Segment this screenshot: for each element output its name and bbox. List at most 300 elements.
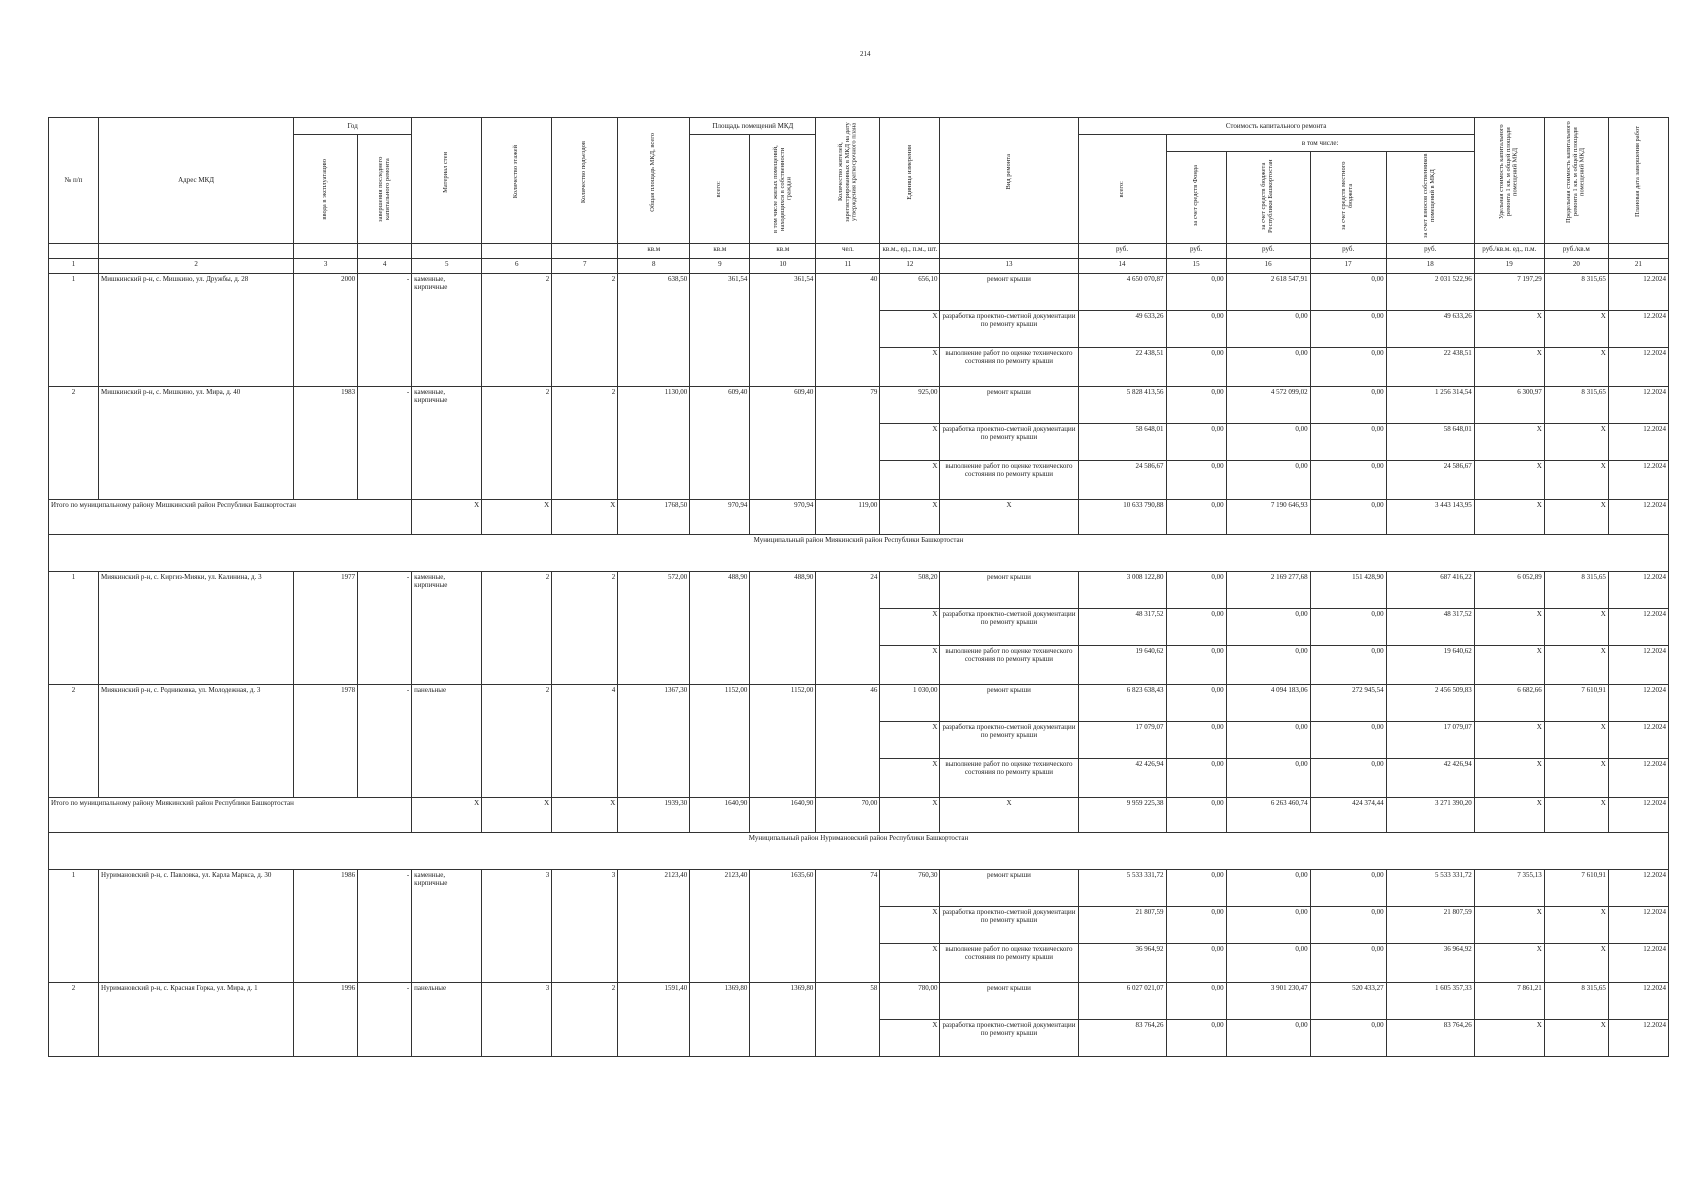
repair-type: X bbox=[940, 798, 1078, 833]
unit-cost: X bbox=[1474, 944, 1544, 983]
cost-republic: 0,00 bbox=[1226, 870, 1310, 907]
cost-total: 83 764,26 bbox=[1078, 1020, 1166, 1057]
deadline: 12.2024 bbox=[1608, 348, 1668, 387]
deadline: 12.2024 bbox=[1608, 798, 1668, 833]
table-body bbox=[49, 274, 1669, 1057]
table-row bbox=[49, 983, 1669, 1020]
cost-republic: 3 901 230,47 bbox=[1226, 983, 1310, 1020]
max-cost: 8 315,65 bbox=[1544, 387, 1608, 424]
quantity: X bbox=[880, 424, 940, 461]
cost-fund: 0,00 bbox=[1166, 424, 1226, 461]
row-number: 2 bbox=[49, 685, 99, 798]
total-area: 572,00 bbox=[618, 572, 690, 685]
table-row bbox=[49, 274, 1669, 311]
unit-cost: X bbox=[1474, 348, 1544, 387]
repair-type: ремонт крыши bbox=[940, 870, 1078, 907]
cost-owners: 19 640,62 bbox=[1386, 646, 1474, 685]
entrances: 3 bbox=[552, 870, 618, 983]
repair-type: разработка проектно-сметной документации по ремонту крыши bbox=[940, 907, 1078, 944]
residents: 119,00 bbox=[816, 500, 880, 535]
year-commission: 1986 bbox=[294, 870, 358, 983]
header-entrances: Количество подъездов bbox=[552, 118, 618, 244]
header-year: Год bbox=[294, 118, 412, 135]
deadline: 12.2024 bbox=[1608, 759, 1668, 798]
unit-cost: X bbox=[1474, 722, 1544, 759]
header-cost-total: всего: bbox=[1078, 135, 1166, 244]
wall-material: каменные, кирпичные bbox=[412, 387, 482, 500]
owned-area: 970,94 bbox=[750, 500, 816, 535]
rooms-area: 361,54 bbox=[690, 274, 750, 387]
floors: 2 bbox=[482, 387, 552, 500]
deadline: 12.2024 bbox=[1608, 387, 1668, 424]
header-cost-local: за счет средств местного бюджета bbox=[1310, 152, 1386, 244]
floors: 2 bbox=[482, 572, 552, 685]
total-label: Итого по муниципальному району Мишкинский район Республики Башкортостан bbox=[49, 500, 412, 535]
table-header bbox=[49, 118, 1669, 274]
cost-local: 424 374,44 bbox=[1310, 798, 1386, 833]
cost-total: 9 959 225,38 bbox=[1078, 798, 1166, 833]
repair-type: X bbox=[940, 500, 1078, 535]
unit-cell: руб. bbox=[1386, 244, 1474, 259]
deadline: 12.2024 bbox=[1608, 944, 1668, 983]
cost-republic: 0,00 bbox=[1226, 944, 1310, 983]
cost-total: 6 027 021,07 bbox=[1078, 983, 1166, 1020]
wall-material: каменные, кирпичные bbox=[412, 870, 482, 983]
repair-plan-table bbox=[48, 117, 1669, 1057]
unit-cost: 7 197,29 bbox=[1474, 274, 1544, 311]
deadline: 12.2024 bbox=[1608, 274, 1668, 311]
max-cost: 7 610,91 bbox=[1544, 685, 1608, 722]
entrances: X bbox=[552, 500, 618, 535]
wall-material: каменные, кирпичные bbox=[412, 274, 482, 387]
house-address: Мишкинский р-н, с. Мишкино, ул. Дружбы, д. 28 bbox=[99, 274, 294, 387]
deadline: 12.2024 bbox=[1608, 461, 1668, 500]
total-area: 1768,50 bbox=[618, 500, 690, 535]
header-cost-fund: за счет средств Фонда bbox=[1166, 152, 1226, 244]
cost-total: 49 633,26 bbox=[1078, 311, 1166, 348]
rooms-area: 1640,90 bbox=[690, 798, 750, 833]
total-area: 2123,40 bbox=[618, 870, 690, 983]
deadline: 12.2024 bbox=[1608, 983, 1668, 1020]
deadline: 12.2024 bbox=[1608, 311, 1668, 348]
header-deadline: Плановая дата завершения работ bbox=[1608, 118, 1668, 244]
cost-fund: 0,00 bbox=[1166, 572, 1226, 609]
floors: 2 bbox=[482, 274, 552, 387]
column-number: 7 bbox=[552, 259, 618, 274]
unit-cost: 6 300,97 bbox=[1474, 387, 1544, 424]
quantity: 508,20 bbox=[880, 572, 940, 609]
header-unit: Единица измерения bbox=[880, 118, 940, 244]
row-number: 1 bbox=[49, 274, 99, 387]
table-row bbox=[49, 685, 1669, 722]
cost-total: 17 079,07 bbox=[1078, 722, 1166, 759]
owned-area: 1640,90 bbox=[750, 798, 816, 833]
cost-republic: 0,00 bbox=[1226, 646, 1310, 685]
max-cost: X bbox=[1544, 944, 1608, 983]
cost-local: 0,00 bbox=[1310, 870, 1386, 907]
unit-cost: X bbox=[1474, 798, 1544, 833]
owned-area: 361,54 bbox=[750, 274, 816, 387]
unit-cell: чел. bbox=[816, 244, 880, 259]
cost-local: 0,00 bbox=[1310, 500, 1386, 535]
wall-material: панельные bbox=[412, 685, 482, 798]
cost-fund: 0,00 bbox=[1166, 461, 1226, 500]
quantity: X bbox=[880, 907, 940, 944]
max-cost: 8 315,65 bbox=[1544, 274, 1608, 311]
quantity: 780,00 bbox=[880, 983, 940, 1020]
units-row bbox=[49, 244, 1669, 259]
cost-republic: 0,00 bbox=[1226, 311, 1310, 348]
repair-type: выполнение работ по оценке технического состояния по ремонту крыши bbox=[940, 461, 1078, 500]
max-cost: X bbox=[1544, 646, 1608, 685]
column-number: 1 bbox=[49, 259, 99, 274]
cost-owners: 24 586,67 bbox=[1386, 461, 1474, 500]
cost-fund: 0,00 bbox=[1166, 500, 1226, 535]
max-cost: 7 610,91 bbox=[1544, 870, 1608, 907]
deadline: 12.2024 bbox=[1608, 609, 1668, 646]
cost-republic: 0,00 bbox=[1226, 461, 1310, 500]
max-cost: X bbox=[1544, 1020, 1608, 1057]
cost-total: 3 008 122,80 bbox=[1078, 572, 1166, 609]
repair-type: разработка проектно-сметной документации по ремонту крыши bbox=[940, 609, 1078, 646]
cost-owners: 21 807,59 bbox=[1386, 907, 1474, 944]
cost-owners: 2 456 509,83 bbox=[1386, 685, 1474, 722]
max-cost: X bbox=[1544, 500, 1608, 535]
cost-owners: 5 533 331,72 bbox=[1386, 870, 1474, 907]
cost-total: 42 426,94 bbox=[1078, 759, 1166, 798]
cost-owners: 1 256 314,54 bbox=[1386, 387, 1474, 424]
column-number: 2 bbox=[99, 259, 294, 274]
owned-area: 488,90 bbox=[750, 572, 816, 685]
cost-local: 151 428,90 bbox=[1310, 572, 1386, 609]
quantity: X bbox=[880, 461, 940, 500]
header-rooms-owned: в том числе жилых помещений, находящихся в собственности граждан bbox=[750, 135, 816, 244]
quantity: X bbox=[880, 311, 940, 348]
floors: 3 bbox=[482, 870, 552, 983]
house-address: Нуримановский р-н, с. Красная Горка, ул. Мира, д. 1 bbox=[99, 983, 294, 1057]
floors: X bbox=[482, 798, 552, 833]
rooms-area: 1152,00 bbox=[690, 685, 750, 798]
house-address: Миякинский р-н, с. Родниковка, ул. Молодежная, д. 3 bbox=[99, 685, 294, 798]
unit-cost: X bbox=[1474, 311, 1544, 348]
rooms-area: 970,94 bbox=[690, 500, 750, 535]
deadline: 12.2024 bbox=[1608, 572, 1668, 609]
cost-total: 58 648,01 bbox=[1078, 424, 1166, 461]
column-number: 4 bbox=[358, 259, 412, 274]
max-cost: X bbox=[1544, 907, 1608, 944]
repair-type: выполнение работ по оценке технического состояния по ремонту крыши bbox=[940, 759, 1078, 798]
cost-local: 0,00 bbox=[1310, 609, 1386, 646]
house-address: Нуримановский р-н, с. Павловка, ул. Карла Маркса, д. 30 bbox=[99, 870, 294, 983]
table-row bbox=[49, 870, 1669, 907]
residents: 70,00 bbox=[816, 798, 880, 833]
quantity: 925,00 bbox=[880, 387, 940, 424]
repair-type: разработка проектно-сметной документации по ремонту крыши bbox=[940, 424, 1078, 461]
header-cost: Стоимость капитального ремонта bbox=[1078, 118, 1474, 135]
cost-fund: 0,00 bbox=[1166, 646, 1226, 685]
cost-total: 22 438,51 bbox=[1078, 348, 1166, 387]
column-number: 19 bbox=[1474, 259, 1544, 274]
total-area: 1939,30 bbox=[618, 798, 690, 833]
cost-republic: 0,00 bbox=[1226, 1020, 1310, 1057]
unit-cell: руб. bbox=[1078, 244, 1166, 259]
floors: 3 bbox=[482, 983, 552, 1057]
cost-local: 0,00 bbox=[1310, 907, 1386, 944]
column-number: 5 bbox=[412, 259, 482, 274]
deadline: 12.2024 bbox=[1608, 870, 1668, 907]
header-number: № п/п bbox=[49, 118, 99, 244]
cost-owners: 42 426,94 bbox=[1386, 759, 1474, 798]
cost-republic: 4 572 099,02 bbox=[1226, 387, 1310, 424]
wall-material: X bbox=[412, 798, 482, 833]
cost-fund: 0,00 bbox=[1166, 387, 1226, 424]
cost-local: 0,00 bbox=[1310, 311, 1386, 348]
total-row bbox=[49, 500, 1669, 535]
cost-fund: 0,00 bbox=[1166, 870, 1226, 907]
unit-cost: 7 355,13 bbox=[1474, 870, 1544, 907]
section-title: Муниципальный район Нуримановский район Республики Башкортостан bbox=[49, 833, 1669, 870]
repair-type: ремонт крыши bbox=[940, 572, 1078, 609]
row-number: 1 bbox=[49, 870, 99, 983]
column-numbers-row bbox=[49, 259, 1669, 274]
year-last-repair: - bbox=[358, 685, 412, 798]
unit-cell: руб. bbox=[1310, 244, 1386, 259]
max-cost: X bbox=[1544, 798, 1608, 833]
quantity: X bbox=[880, 646, 940, 685]
cost-owners: 1 605 357,33 bbox=[1386, 983, 1474, 1020]
entrances: X bbox=[552, 798, 618, 833]
column-number: 10 bbox=[750, 259, 816, 274]
header-address: Адрес МКД bbox=[99, 118, 294, 244]
max-cost: 8 315,65 bbox=[1544, 983, 1608, 1020]
cost-owners: 48 317,52 bbox=[1386, 609, 1474, 646]
header-year-commission: ввода в эксплуатацию bbox=[294, 135, 358, 244]
cost-total: 5 533 331,72 bbox=[1078, 870, 1166, 907]
column-number: 20 bbox=[1544, 259, 1608, 274]
cost-local: 0,00 bbox=[1310, 387, 1386, 424]
cost-fund: 0,00 bbox=[1166, 759, 1226, 798]
owned-area: 1369,80 bbox=[750, 983, 816, 1057]
table-row bbox=[49, 572, 1669, 609]
cost-owners: 58 648,01 bbox=[1386, 424, 1474, 461]
max-cost: X bbox=[1544, 311, 1608, 348]
cost-republic: 0,00 bbox=[1226, 424, 1310, 461]
house-address: Миякинский р-н, с. Киргиз-Мияки, ул. Калинина, д. 3 bbox=[99, 572, 294, 685]
unit-cell: кв.м bbox=[750, 244, 816, 259]
unit-cell: руб. bbox=[1226, 244, 1310, 259]
year-last-repair: - bbox=[358, 387, 412, 500]
cost-owners: 687 416,22 bbox=[1386, 572, 1474, 609]
unit-cost: X bbox=[1474, 461, 1544, 500]
repair-type: ремонт крыши bbox=[940, 685, 1078, 722]
unit-cost: X bbox=[1474, 500, 1544, 535]
owned-area: 1635,60 bbox=[750, 870, 816, 983]
cost-fund: 0,00 bbox=[1166, 798, 1226, 833]
cost-local: 0,00 bbox=[1310, 424, 1386, 461]
house-address: Мишкинский р-н, с. Мишкино, ул. Мира, д. 40 bbox=[99, 387, 294, 500]
column-number: 17 bbox=[1310, 259, 1386, 274]
cost-republic: 0,00 bbox=[1226, 759, 1310, 798]
page-number: 214 bbox=[860, 50, 871, 58]
header-residents: Количество жителей, зарегистрированных в МКД на дату утверждения краткосрочного плана bbox=[816, 118, 880, 244]
cost-total: 48 317,52 bbox=[1078, 609, 1166, 646]
header-total-area: Общая площадь МКД, всего bbox=[618, 118, 690, 244]
max-cost: 8 315,65 bbox=[1544, 572, 1608, 609]
year-last-repair: - bbox=[358, 870, 412, 983]
wall-material: X bbox=[412, 500, 482, 535]
cost-fund: 0,00 bbox=[1166, 274, 1226, 311]
column-number: 8 bbox=[618, 259, 690, 274]
cost-owners: 49 633,26 bbox=[1386, 311, 1474, 348]
floors: X bbox=[482, 500, 552, 535]
residents: 58 bbox=[816, 983, 880, 1057]
deadline: 12.2024 bbox=[1608, 646, 1668, 685]
total-area: 1130,00 bbox=[618, 387, 690, 500]
total-area: 1591,40 bbox=[618, 983, 690, 1057]
quantity: X bbox=[880, 609, 940, 646]
unit-cost: X bbox=[1474, 424, 1544, 461]
total-area: 638,50 bbox=[618, 274, 690, 387]
header-year-last-repair: завершения последнего капитального ремонта bbox=[358, 135, 412, 244]
cost-republic: 0,00 bbox=[1226, 348, 1310, 387]
floors: 2 bbox=[482, 685, 552, 798]
cost-republic: 6 263 460,74 bbox=[1226, 798, 1310, 833]
unit-cell: кв.м bbox=[690, 244, 750, 259]
cost-total: 19 640,62 bbox=[1078, 646, 1166, 685]
max-cost: X bbox=[1544, 722, 1608, 759]
cost-republic: 7 190 646,93 bbox=[1226, 500, 1310, 535]
repair-type: выполнение работ по оценке технического состояния по ремонту крыши bbox=[940, 646, 1078, 685]
repair-type: разработка проектно-сметной документации по ремонту крыши bbox=[940, 1020, 1078, 1057]
quantity: X bbox=[880, 944, 940, 983]
cost-total: 24 586,67 bbox=[1078, 461, 1166, 500]
year-last-repair: - bbox=[358, 274, 412, 387]
cost-local: 0,00 bbox=[1310, 1020, 1386, 1057]
deadline: 12.2024 bbox=[1608, 424, 1668, 461]
quantity: 656,10 bbox=[880, 274, 940, 311]
cost-republic: 2 618 547,91 bbox=[1226, 274, 1310, 311]
cost-local: 0,00 bbox=[1310, 348, 1386, 387]
cost-total: 4 650 070,87 bbox=[1078, 274, 1166, 311]
quantity: 1 030,00 bbox=[880, 685, 940, 722]
rooms-area: 488,90 bbox=[690, 572, 750, 685]
cost-total: 10 633 790,88 bbox=[1078, 500, 1166, 535]
quantity: X bbox=[880, 1020, 940, 1057]
repair-type: разработка проектно-сметной документации по ремонту крыши bbox=[940, 311, 1078, 348]
row-number: 2 bbox=[49, 983, 99, 1057]
unit-cost: X bbox=[1474, 907, 1544, 944]
unit-cell: руб./кв.м. ед., п.м. bbox=[1474, 244, 1544, 259]
year-last-repair: - bbox=[358, 572, 412, 685]
entrances: 4 bbox=[552, 685, 618, 798]
unit-cost: X bbox=[1474, 646, 1544, 685]
cost-owners: 36 964,92 bbox=[1386, 944, 1474, 983]
cost-republic: 0,00 bbox=[1226, 722, 1310, 759]
repair-type: выполнение работ по оценке технического состояния по ремонту крыши bbox=[940, 944, 1078, 983]
cost-republic: 2 169 277,68 bbox=[1226, 572, 1310, 609]
cost-fund: 0,00 bbox=[1166, 944, 1226, 983]
header-wall-material: Материал стен bbox=[412, 118, 482, 244]
max-cost: X bbox=[1544, 348, 1608, 387]
column-number: 13 bbox=[940, 259, 1078, 274]
deadline: 12.2024 bbox=[1608, 685, 1668, 722]
year-commission: 2000 bbox=[294, 274, 358, 387]
entrances: 2 bbox=[552, 572, 618, 685]
entrances: 2 bbox=[552, 387, 618, 500]
wall-material: панельные bbox=[412, 983, 482, 1057]
rooms-area: 1369,80 bbox=[690, 983, 750, 1057]
column-number: 9 bbox=[690, 259, 750, 274]
column-number: 6 bbox=[482, 259, 552, 274]
unit-cost: X bbox=[1474, 1020, 1544, 1057]
total-area: 1367,30 bbox=[618, 685, 690, 798]
cost-fund: 0,00 bbox=[1166, 311, 1226, 348]
repair-type: ремонт крыши bbox=[940, 274, 1078, 311]
column-number: 18 bbox=[1386, 259, 1474, 274]
header-cost-republic: за счет средств бюджета Республики Башкортостан bbox=[1226, 152, 1310, 244]
quantity: X bbox=[880, 500, 940, 535]
unit-cost: X bbox=[1474, 759, 1544, 798]
deadline: 12.2024 bbox=[1608, 722, 1668, 759]
residents: 24 bbox=[816, 572, 880, 685]
cost-local: 0,00 bbox=[1310, 944, 1386, 983]
deadline: 12.2024 bbox=[1608, 907, 1668, 944]
section-row bbox=[49, 535, 1669, 572]
row-number: 1 bbox=[49, 572, 99, 685]
column-number: 14 bbox=[1078, 259, 1166, 274]
header-repair-type: Вид ремонта bbox=[940, 118, 1078, 244]
year-commission: 1983 bbox=[294, 387, 358, 500]
unit-cell: руб. bbox=[1166, 244, 1226, 259]
unit-cell: кв.м bbox=[618, 244, 690, 259]
header-max-cost: Предельная стоимость капитального ремонта 1 кв. м общей площади помещений МКД bbox=[1544, 118, 1608, 244]
cost-fund: 0,00 bbox=[1166, 685, 1226, 722]
cost-owners: 22 438,51 bbox=[1386, 348, 1474, 387]
cost-local: 0,00 bbox=[1310, 646, 1386, 685]
cost-local: 0,00 bbox=[1310, 759, 1386, 798]
quantity: X bbox=[880, 722, 940, 759]
unit-cell: кв.м., ед., п.м., шт. bbox=[880, 244, 940, 259]
quantity: X bbox=[880, 798, 940, 833]
header-including: в том числе: bbox=[1166, 135, 1474, 152]
cost-local: 520 433,27 bbox=[1310, 983, 1386, 1020]
cost-republic: 4 094 183,06 bbox=[1226, 685, 1310, 722]
header-rooms-total: всего: bbox=[690, 135, 750, 244]
quantity: X bbox=[880, 759, 940, 798]
repair-type: выполнение работ по оценке технического состояния по ремонту крыши bbox=[940, 348, 1078, 387]
owned-area: 609,40 bbox=[750, 387, 816, 500]
quantity: X bbox=[880, 348, 940, 387]
residents: 79 bbox=[816, 387, 880, 500]
column-number: 16 bbox=[1226, 259, 1310, 274]
cost-fund: 0,00 bbox=[1166, 907, 1226, 944]
header-cost-owners: за счет взносов собственников помещений в МКД bbox=[1386, 152, 1474, 244]
owned-area: 1152,00 bbox=[750, 685, 816, 798]
residents: 46 bbox=[816, 685, 880, 798]
cost-owners: 17 079,07 bbox=[1386, 722, 1474, 759]
header-rooms-area: Площадь помещений МКД bbox=[690, 118, 816, 135]
cost-local: 0,00 bbox=[1310, 461, 1386, 500]
header-unit-cost: Удельная стоимость капитального ремонта 1 кв. м общей площади помещений МКД bbox=[1474, 118, 1544, 244]
entrances: 2 bbox=[552, 983, 618, 1057]
cost-fund: 0,00 bbox=[1166, 348, 1226, 387]
unit-cost: X bbox=[1474, 609, 1544, 646]
cost-fund: 0,00 bbox=[1166, 722, 1226, 759]
section-row bbox=[49, 833, 1669, 870]
unit-cost: 7 861,21 bbox=[1474, 983, 1544, 1020]
section-title: Муниципальный район Миякинский район Республики Башкортостан bbox=[49, 535, 1669, 572]
cost-fund: 0,00 bbox=[1166, 609, 1226, 646]
